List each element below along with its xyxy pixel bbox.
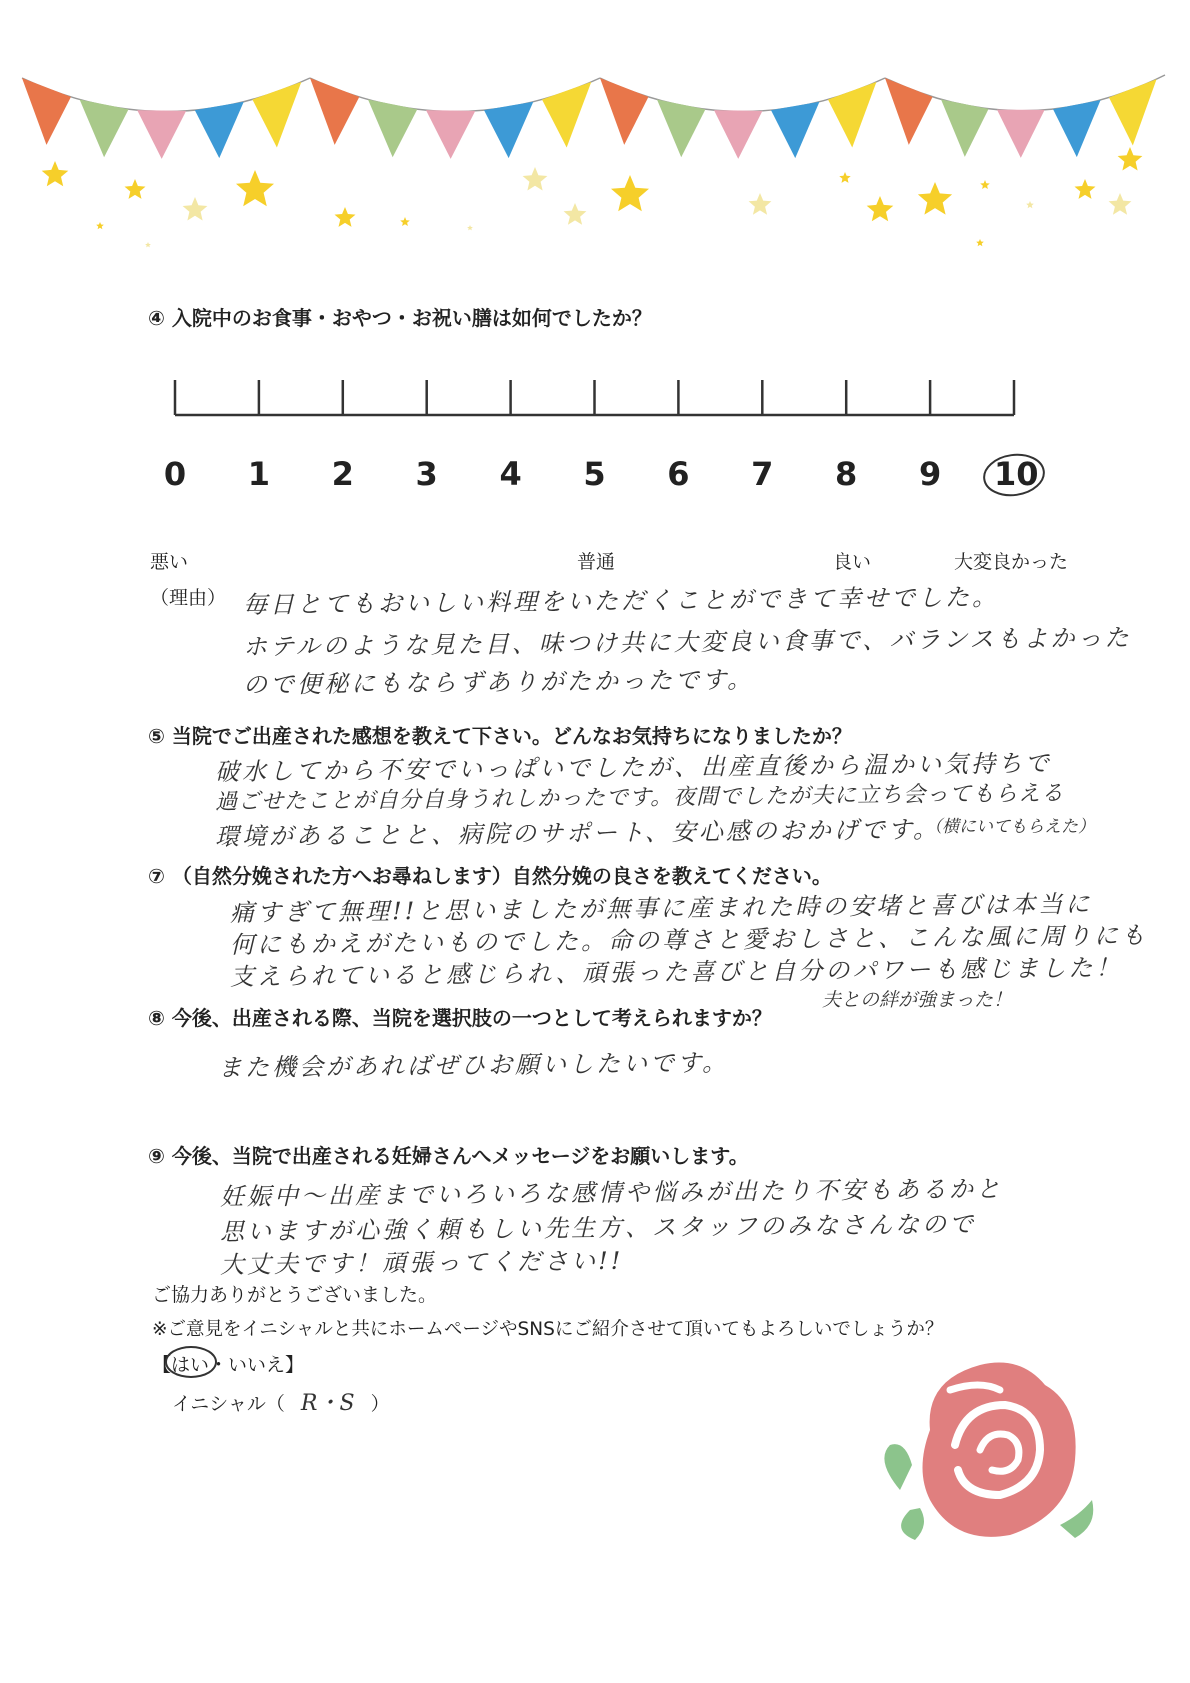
bunting-flag: [137, 110, 186, 159]
q5-answer-line-1: 破水してから不安でいっぱいでしたが、出産直後から温かい気持ちで: [214, 749, 1052, 786]
bunting-flag: [1109, 79, 1157, 145]
label-good: 良い: [833, 551, 872, 573]
star-icon: [335, 207, 356, 227]
star-icon: [1026, 201, 1034, 208]
rose-leaf-right: [1060, 1500, 1093, 1538]
bunting-flag: [484, 102, 533, 158]
decorative-stars: [42, 147, 1143, 247]
bunting-flag: [997, 110, 1045, 158]
choice-yes-circle: [165, 1346, 217, 1378]
bunting-flag: [426, 110, 475, 159]
scale-number-1[interactable]: 1: [247, 455, 271, 493]
initial-value[interactable]: R・S: [300, 1391, 355, 1416]
bunting-banner: [0, 0, 1190, 260]
choice-yes[interactable]: はい: [171, 1350, 209, 1377]
q5-answer-line-3: 環境があることと、病院のサポート、安心感のおかげです。: [214, 815, 941, 851]
choice-no[interactable]: ・いいえ】: [209, 1354, 305, 1376]
q4-answer-line-1: 毎日とてもおいしい料理をいただくことができて幸せでした。: [242, 583, 1000, 619]
rose-leaf-left: [884, 1444, 912, 1490]
q7-answer-line-2: 何にもかえがたいものでした。命の尊さと愛おしさと、こんな風に周りにも: [229, 921, 1149, 959]
consent-question: ※ご意見をイニシャルと共にホームページやSNSにご紹介させて頂いてもよろしいでしょうか？: [152, 1319, 944, 1340]
bunting-string: [22, 75, 1165, 112]
star-icon: [749, 193, 772, 215]
star-icon: [523, 167, 548, 191]
q7-note: 夫との絆が強まった！: [822, 989, 1013, 1011]
rose-leaf-bottom: [901, 1508, 924, 1540]
star-icon: [1118, 147, 1143, 171]
scale-number-7[interactable]: 7: [751, 455, 774, 493]
bunting-flag: [80, 99, 129, 157]
q9-answer-line-2: 思いますが心強く頼もしい先生方、スタッフのみなさんなので: [219, 1210, 977, 1246]
star-icon: [125, 179, 146, 199]
bunting-flag: [885, 78, 933, 145]
q5-note: （横にいてもらえた）: [925, 817, 1095, 837]
scale-ticks: [175, 380, 1014, 415]
bunting-flag: [1053, 100, 1101, 157]
consent-choice: [152, 1350, 304, 1377]
scale-number-3[interactable]: 3: [415, 455, 438, 493]
bunting-flag: [771, 102, 819, 158]
initial-label: イニシャル（: [172, 1393, 285, 1415]
reason-label: （理由）: [150, 587, 227, 609]
star-icon: [867, 196, 894, 221]
bunting-flag: [195, 102, 244, 158]
bunting-flag: [714, 110, 762, 159]
star-icon: [96, 222, 104, 229]
bunting-flag: [310, 78, 359, 145]
scale-number-10[interactable]: 10: [994, 455, 1039, 493]
scale-number-9[interactable]: 9: [918, 455, 942, 493]
bunting-flag: [368, 99, 417, 157]
star-icon: [467, 225, 473, 230]
star-icon: [839, 172, 850, 183]
q4-answer-line-2: ホテルのような見た目、味つけ共に大変良い食事で、バランスもよかった: [242, 623, 1132, 661]
initial-row: [172, 1386, 390, 1417]
q8-answer-line-1: また機会があればぜひお願いしたいです。: [217, 1048, 730, 1082]
label-very-good: 大変良かった: [954, 551, 1069, 573]
star-icon: [611, 175, 649, 211]
label-normal: 普通: [577, 551, 616, 573]
q7-answer-line-1: 痛すぎて無理!!と思いましたが無事に産まれた時の安堵と喜びは本当に: [229, 889, 1093, 927]
bunting-flag: [657, 99, 705, 157]
bunting-flag: [252, 82, 301, 148]
star-icon: [1109, 193, 1132, 215]
bunting-flag: [941, 99, 989, 157]
star-icon: [236, 170, 274, 206]
question-8-title: ⑧ 今後、出産される際、当院を選択肢の一つとして考えられますか？: [148, 1006, 772, 1030]
scale-number-0[interactable]: 0: [163, 455, 187, 493]
bunting-flag: [600, 78, 648, 145]
q9-answer-line-3: 大丈夫です！頑張ってください!!: [219, 1246, 624, 1279]
star-icon: [918, 182, 952, 215]
scale-number-6[interactable]: 6: [667, 455, 690, 493]
q5-answer-line-2: 過ごせたことが自分自身うれしかったです。夜間でしたが夫に立ち会ってもらえる: [214, 781, 1065, 815]
star-icon: [42, 161, 69, 186]
question-4-title: ④ 入院中のお食事・おやつ・お祝い膳は如何でしたか？: [148, 306, 652, 330]
scale-number-5[interactable]: 5: [583, 455, 606, 493]
bunting-flag: [542, 82, 591, 148]
question-5-title: ⑤ 当院でご出産された感想を教えて下さい。どんなお気持ちになりましたか？: [148, 724, 852, 748]
thanks-text: ご協力ありがとうございました。: [152, 1284, 438, 1306]
bunting-flag: [828, 82, 876, 148]
q9-answer-line-1: 妊娠中～出産までいろいろな感情や悩みが出たり不安もあるかと: [219, 1174, 1004, 1211]
star-icon: [564, 203, 587, 225]
scale-number-8[interactable]: 8: [835, 455, 858, 493]
rose-illustration: [870, 1350, 1110, 1560]
star-icon: [980, 180, 990, 189]
star-icon: [145, 242, 151, 247]
bunting-flag: [22, 78, 71, 145]
q4-answer-line-3: ので便秘にもならずありがたかったです。: [242, 665, 755, 699]
star-icon: [400, 217, 410, 226]
initial-label-close: ）: [370, 1393, 390, 1415]
choice-bracket-open: 【: [152, 1354, 172, 1376]
star-icon: [183, 197, 208, 221]
q7-answer-line-3: 支えられていると感じられ、頑張った喜びと自分のパワーも感じました！: [229, 953, 1123, 991]
question-9-title: ⑨ 今後、当院で出産される妊婦さんへメッセージをお願いします。: [148, 1144, 749, 1168]
question-7-title: ⑦ （自然分娩された方へお尋ねします）自然分娩の良さを教えてください。: [148, 864, 832, 888]
scale-number-2[interactable]: 2: [331, 455, 354, 493]
label-bad: 悪い: [150, 551, 189, 573]
bunting-flags: [22, 78, 1157, 159]
scale-number-4[interactable]: 4: [499, 455, 522, 493]
star-icon: [976, 239, 984, 246]
star-icon: [1075, 179, 1096, 199]
